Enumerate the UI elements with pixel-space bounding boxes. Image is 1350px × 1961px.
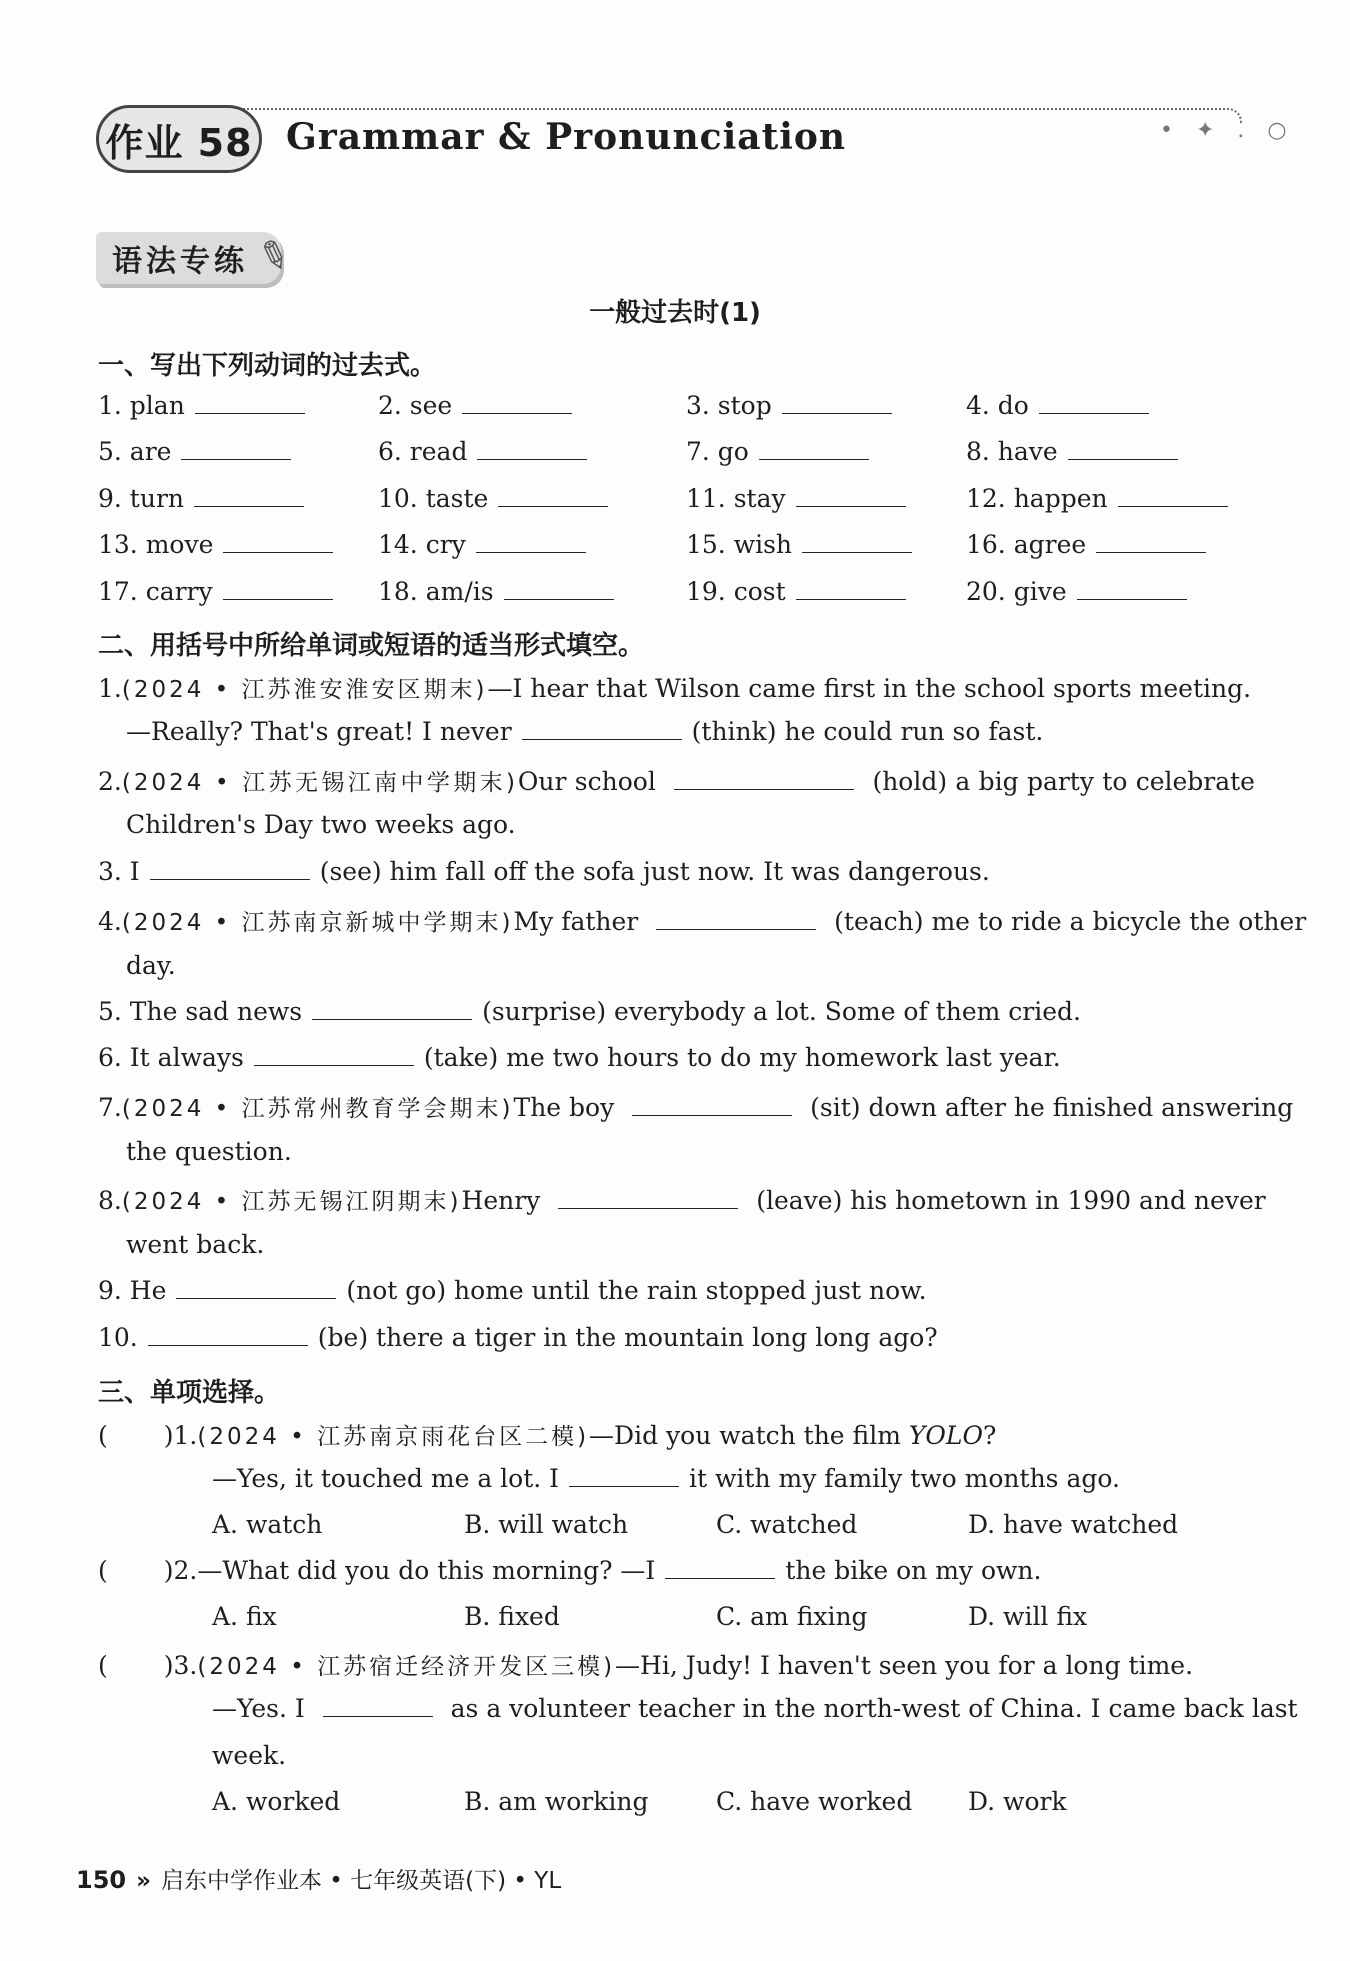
option-c[interactable]: C. have worked [716,1787,913,1816]
fill-question-7: 7.(2024 • 江苏常州教育学会期末)The boy (sit) down after he finished answering [98,1093,1294,1122]
verb-item [98,530,343,559]
verb-item [98,577,343,606]
double-arrow-icon: » [136,1868,151,1894]
option-a[interactable]: A. watch [212,1510,323,1539]
answer-blank[interactable] [1068,458,1178,460]
answer-blank[interactable] [312,1018,472,1020]
option-c[interactable]: C. am fixing [716,1602,868,1631]
verb-label: 11. stay [686,484,786,513]
verb-item [966,577,1197,606]
verb-item [686,577,916,606]
verb-label: 16. agree [966,530,1087,559]
choice-question-3-line3: week. [212,1741,287,1770]
option-d[interactable]: D. have watched [968,1510,1179,1539]
fill-question-5: 5. The sad news (surprise) everybody a lot. Some of them cried. [98,997,1081,1026]
page-number: 150 [76,1866,127,1894]
answer-blank[interactable] [194,505,304,507]
section-tag: 语法专练 [96,232,281,284]
verb-item [378,437,597,466]
fill-question-2-line2: Children's Day two weeks ago. [126,810,516,839]
verb-label: 13. move [98,530,214,559]
verb-label: 6. read [378,437,468,466]
option-d[interactable]: D. work [968,1787,1067,1816]
verb-item [98,484,314,513]
option-c[interactable]: C. watched [716,1510,858,1539]
answer-blank[interactable] [176,1297,336,1299]
verb-label: 10. taste [378,484,489,513]
answer-blank[interactable] [759,458,869,460]
verb-label: 14. cry [378,530,466,559]
fill-question-10: 10. (be) there a tiger in the mountain long long ago? [98,1323,938,1352]
page-footer [76,1862,561,1895]
fill-question-8: 8.(2024 • 江苏无锡江阴期末)Henry (leave) his hometown in 1990 and never [98,1186,1266,1215]
verb-item [966,530,1216,559]
verb-label: 19. cost [686,577,786,606]
verb-item [686,437,879,466]
answer-blank[interactable] [1096,551,1206,553]
part3-heading: 三、单项选择。 [98,1378,281,1408]
verb-item [378,530,596,559]
option-b[interactable]: B. fixed [464,1602,560,1631]
verb-item [378,577,624,606]
verb-label: 2. see [378,391,453,420]
page-title: Grammar & Pronunciation [286,116,847,158]
answer-blank[interactable] [796,598,906,600]
answer-blank[interactable] [498,505,608,507]
answer-blank[interactable] [802,551,912,553]
choice-question-1-line2: —Yes, it touched me a lot. I it with my family two months ago. [212,1464,1120,1493]
answer-blank[interactable] [223,551,333,553]
fill-question-2: 2.(2024 • 江苏无锡江南中学期末)Our school (hold) a big party to celebrate [98,767,1255,796]
verb-item [686,391,902,420]
answer-blank[interactable] [1118,505,1228,507]
answer-blank[interactable] [254,1064,414,1066]
answer-blank[interactable] [656,928,816,930]
option-d[interactable]: D. will fix [968,1602,1088,1631]
pencil-icon: ✎ [251,229,297,283]
fill-question-4-line2: day. [126,951,176,980]
verb-item [378,391,582,420]
answer-blank[interactable] [195,412,305,414]
answer-blank[interactable] [477,458,587,460]
fill-question-9: 9. He (not go) home until the rain stopped just now. [98,1276,927,1305]
answer-blank[interactable] [558,1207,738,1209]
answer-blank[interactable] [181,458,291,460]
fill-question-4: 4.(2024 • 江苏南京新城中学期末)My father (teach) me to ride a bicycle the other [98,907,1307,936]
answer-blank[interactable] [796,505,906,507]
choice-question-2: ( )2.—What did you do this morning? —I the bike on my own. [98,1556,1042,1585]
fill-question-1: 1.(2024 • 江苏淮安淮安区期末)—I hear that Wilson came first in the school sports meeting. [98,674,1252,703]
verb-label: 4. do [966,391,1029,420]
answer-blank[interactable] [674,788,854,790]
verb-label: 9. turn [98,484,184,513]
answer-blank[interactable] [504,598,614,600]
verb-label: 5. are [98,437,172,466]
answer-blank[interactable] [150,878,310,880]
answer-blank[interactable] [1077,598,1187,600]
part1-heading: 一、写出下列动词的过去式。 [98,351,437,381]
verb-label: 18. am/is [378,577,494,606]
choice-question-1: ( )1.(2024 • 江苏南京雨花台区二模)—Did you watch the film YOLO? [98,1421,997,1450]
verb-item [98,391,315,420]
answer-blank[interactable] [223,598,333,600]
choice-question-3: ( )3.(2024 • 江苏宿迁经济开发区三模)—Hi, Judy! I haven't seen you for a long time. [98,1651,1194,1680]
fill-question-8-line2: went back. [126,1230,265,1259]
choice-question-3-line2: —Yes. I as a volunteer teacher in the north-west of China. I came back last [212,1694,1298,1723]
answer-blank[interactable] [782,412,892,414]
verb-item [966,484,1238,513]
fill-question-3: 3. I (see) him fall off the sofa just now. It was dangerous. [98,857,990,886]
verb-label: 8. have [966,437,1058,466]
fill-question-1-line2: —Really? That's great! I never (think) he could run so fast. [126,717,1044,746]
answer-blank [665,1577,775,1579]
option-a[interactable]: A. worked [212,1787,341,1816]
verb-item [378,484,618,513]
fill-question-6: 6. It always (take) me two hours to do my homework last year. [98,1043,1061,1072]
verb-item [966,437,1188,466]
sparkle-icon: • ✦ . ○ [1160,118,1295,143]
verb-label: 1. plan [98,391,185,420]
option-a[interactable]: A. fix [212,1602,277,1631]
answer-blank[interactable] [462,412,572,414]
answer-blank[interactable] [632,1114,792,1116]
answer-blank[interactable] [476,551,586,553]
book-title: 启东中学作业本 • 七年级英语(下) • YL [160,1868,562,1894]
answer-blank [569,1485,679,1487]
assignment-badge: 作业 58 [96,105,262,173]
verb-label: 12. happen [966,484,1108,513]
topic-title: 一般过去时(1) [589,298,761,328]
answer-blank[interactable] [148,1344,308,1346]
verb-label: 3. stop [686,391,772,420]
answer-blank[interactable] [522,738,682,740]
verb-label: 15. wish [686,530,793,559]
option-b[interactable]: B. will watch [464,1510,629,1539]
answer-blank [323,1715,433,1717]
verb-label: 7. go [686,437,749,466]
verb-label: 20. give [966,577,1067,606]
answer-blank[interactable] [1039,412,1149,414]
part2-heading: 二、用括号中所给单词或短语的适当形式填空。 [98,631,645,661]
fill-question-7-line2: the question. [126,1137,292,1166]
verb-item [686,530,922,559]
verb-item [966,391,1159,420]
verb-item [686,484,916,513]
verb-label: 17. carry [98,577,213,606]
verb-item [98,437,301,466]
option-b[interactable]: B. am working [464,1787,649,1816]
